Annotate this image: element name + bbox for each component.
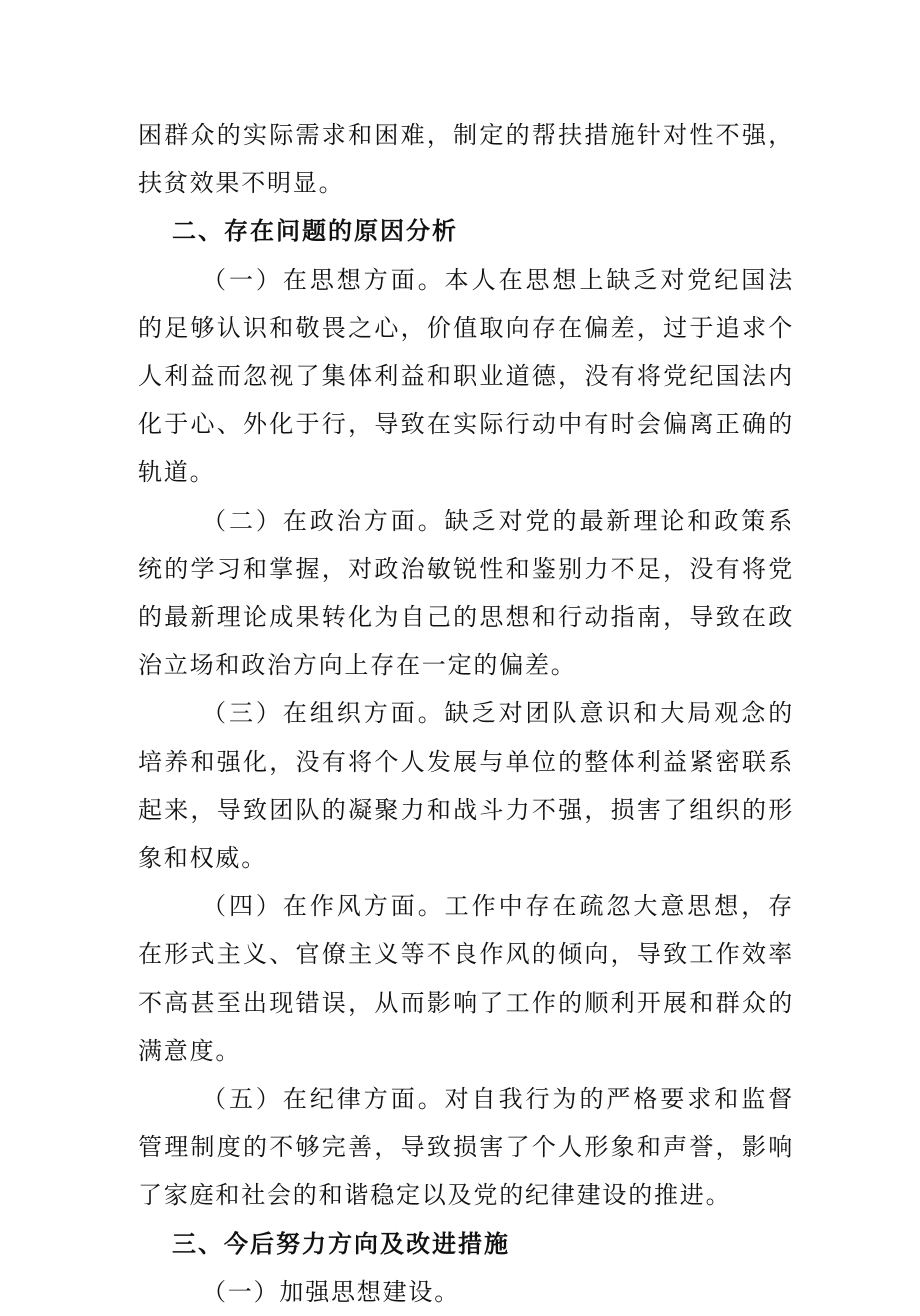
paragraph-thought-building: （一）加强思想建设。	[202, 1277, 460, 1306]
section-heading-3: 三、今后努力方向及改进措施	[172, 1229, 510, 1258]
paragraph-continuation: 困群众的实际需求和困难，制定的帮扶措施针对性不强，扶贫效果不明显。	[138, 121, 794, 198]
paragraph-organization: （三）在组织方面。缺乏对团队意识和大局观念的培养和强化，没有将个人发展与单位的整体利益紧密联系起来，导致团队的凝聚力和战斗力不强，损害了组织的形象和权威。	[138, 699, 794, 873]
paragraph-politics: （二）在政治方面。缺乏对党的最新理论和政策系统的学习和掌握，对政治敏锐性和鉴别力不足，没有将党的最新理论成果转化为自己的思想和行动指南，导致在政治立场和政治方向上存在一定的偏差。	[138, 506, 794, 680]
paragraph-thought: （一）在思想方面。本人在思想上缺乏对党纪国法的足够认识和敬畏之心，价值取向存在偏差，过于追求个人利益而忽视了集体利益和职业道德，没有将党纪国法内化于心、外化于行，导致在实际行动中有时会偏离正确的轨道。	[138, 265, 794, 487]
document-body	[138, 111, 794, 1316]
section-heading-2: 二、存在问题的原因分析	[172, 217, 458, 246]
paragraph-discipline: （五）在纪律方面。对自我行为的严格要求和监督管理制度的不够完善，导致损害了个人形象和声誉，影响了家庭和社会的和谐稳定以及党的纪律建设的推进。	[138, 1085, 794, 1210]
paragraph-work-style: （四）在作风方面。工作中存在疏忽大意思想，存在形式主义、官僚主义等不良作风的倾向，导致工作效率不高甚至出现错误，从而影响了工作的顺利开展和群众的满意度。	[138, 892, 794, 1065]
